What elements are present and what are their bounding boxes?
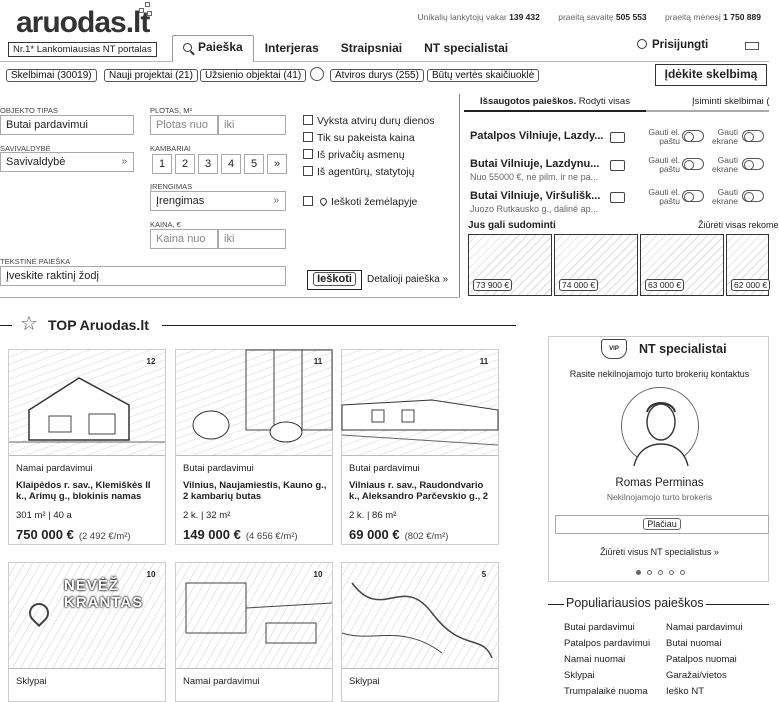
- screen-toggle[interactable]: [742, 158, 764, 170]
- listing-card[interactable]: [175, 562, 333, 702]
- popular-link[interactable]: Sklypai: [564, 670, 595, 681]
- specialist-name[interactable]: Romas Perminas: [615, 477, 704, 489]
- carousel-dot[interactable]: [669, 570, 674, 575]
- top-section-title: ☆ TOP Aruodas.lt: [0, 314, 520, 336]
- star-badge-icon: 12: [146, 357, 156, 366]
- tab-saved-searches[interactable]: Išsaugotos paieškos. Rodyti visas: [480, 96, 630, 107]
- listing-photo: [342, 350, 498, 456]
- municipality-label: SAVIVALDYBĖ: [0, 144, 51, 153]
- room-1[interactable]: 1: [152, 154, 172, 174]
- nav-articles[interactable]: Straipsniai: [340, 41, 403, 55]
- room-4[interactable]: 4: [221, 154, 241, 174]
- site-header: [0, 0, 769, 62]
- all-specialists-link[interactable]: Žiūrėti visus NT specialistus »: [600, 547, 719, 557]
- rooms-label: KAMBARIAI: [150, 144, 191, 153]
- map-pin-icon: [25, 599, 53, 627]
- nav-search[interactable]: Paieška: [172, 35, 254, 62]
- divider: [459, 94, 460, 298]
- room-5[interactable]: 5: [244, 154, 264, 174]
- checkbox-icon: [303, 132, 313, 142]
- photo-overlay-text: NEVĖŽ KRANTAS: [64, 577, 144, 611]
- listing-address: Vilnius, Naujamiestis, Kauno g., 2 kambarių butas: [183, 480, 327, 502]
- listing-card[interactable]: [8, 349, 166, 545]
- view-all-recommendations-link[interactable]: Žiūrėti visas rekome: [698, 220, 779, 230]
- carousel-dot[interactable]: [647, 570, 652, 575]
- checkbox-agencies[interactable]: Iš agentūrų, statytojų: [303, 166, 414, 178]
- cat-new-projects[interactable]: Nauji projektai (21): [104, 69, 198, 82]
- listing-card[interactable]: [341, 562, 499, 702]
- saved-searches-panel: [464, 92, 779, 298]
- logo-text: aruodas.lt: [16, 6, 150, 39]
- cat-foreign[interactable]: Užsienio objektai (41): [200, 69, 306, 82]
- listing-price: 750 000 € (2 492 €/m²): [16, 527, 131, 542]
- camera-icon: [610, 132, 625, 143]
- listing-category: Namai pardavimui: [16, 463, 93, 474]
- equipment-label: ĮRENGIMAS: [150, 182, 193, 191]
- search-form: [0, 92, 458, 298]
- area-to-input[interactable]: iki: [218, 115, 286, 135]
- nt-specialist-title: NT specialistai: [639, 342, 727, 356]
- star-badge-icon: 11: [313, 357, 323, 366]
- chevron-right-icon: »: [273, 195, 279, 206]
- person-illustration: [622, 388, 700, 466]
- door-icon: [310, 67, 324, 81]
- visitor-stats: [401, 12, 761, 22]
- nt-specialist-subtitle: Rasite nekilnojamojo turto brokerių kontaktus: [569, 369, 750, 379]
- room-2[interactable]: 2: [175, 154, 195, 174]
- nt-specialist-widget: [548, 336, 769, 582]
- map-pin-icon: [319, 197, 329, 207]
- star-icon: ☆: [20, 313, 38, 335]
- checkbox-price-changed[interactable]: Tik su pakeista kaina: [303, 132, 415, 144]
- checkbox-private[interactable]: Iš privačių asmenų: [303, 149, 405, 161]
- checkbox-map-search[interactable]: Ieškoti žemėlapyje: [303, 196, 417, 208]
- listing-category: Namai pardavimui: [183, 676, 260, 687]
- recommendations-title: Jus gali sudominti: [468, 220, 556, 231]
- carousel-dot[interactable]: [680, 570, 685, 575]
- recommended-thumb[interactable]: 74 000 €: [554, 234, 638, 296]
- saved-search-row[interactable]: Patalpos Vilniuje, Lazdy... Gauti el. paštu Gauti ekrane: [470, 128, 770, 158]
- popular-link[interactable]: Butai nuomai: [666, 638, 722, 649]
- logo-badge: Nr.1* Lankomiausias NT portalas: [8, 42, 157, 57]
- text-search-input[interactable]: Įveskite raktinį žodį: [0, 266, 286, 286]
- saved-search-row[interactable]: Butai Vilniuje, Viršulišk... Juozo Rutkausko g., daliné ap... Gauti el. paštu Gauti ekrane: [470, 188, 770, 218]
- object-type-label: OBJEKTO TIPAS: [0, 106, 58, 115]
- nav-interior[interactable]: Interjeras: [264, 41, 319, 55]
- municipality-select[interactable]: Savivaldybė »: [0, 152, 134, 172]
- recommended-thumb[interactable]: 63 000 €: [640, 234, 724, 296]
- carousel-dot[interactable]: [636, 570, 641, 575]
- divider: [162, 325, 516, 326]
- checkbox-icon: [303, 115, 313, 125]
- area-label: PLOTAS, M²: [150, 106, 192, 115]
- star-badge-icon: 5: [481, 570, 487, 579]
- recommended-thumb[interactable]: 62 000 €: [726, 234, 769, 296]
- star-badge-icon: 10: [313, 570, 323, 579]
- more-button[interactable]: Plačiau: [555, 515, 769, 534]
- popular-link[interactable]: Garažai/vietos: [666, 670, 727, 681]
- price-label: KAINA, €: [150, 220, 181, 229]
- stat-week: praeitą savaitę 505 553: [558, 12, 647, 22]
- listing-photo: [9, 350, 165, 456]
- carousel-dots: [633, 566, 688, 578]
- nav-specialists[interactable]: NT specialistai: [424, 41, 509, 55]
- checkbox-icon: [303, 149, 313, 159]
- price-from-input[interactable]: Kaina nuo: [150, 229, 218, 249]
- specialist-role: Nekilnojamojo turto brokeris: [606, 492, 713, 502]
- listing-address: Klaipėdos r. sav., Klemiškės II k., Arimų g., blokinis namas: [16, 480, 151, 502]
- stat-month: praeitą mėnesį 1 750 889: [665, 12, 761, 22]
- listing-category: Butai pardavimui: [349, 463, 420, 474]
- listing-card[interactable]: [175, 349, 333, 545]
- text-search-label: TEKSTINĖ PAIEŠKA: [0, 257, 71, 266]
- vip-shield-icon: VIP: [601, 339, 627, 359]
- popular-link[interactable]: Trumpalaikė nuoma: [564, 686, 648, 697]
- listing-spec: 2 k. | 86 m²: [349, 510, 397, 521]
- tab-saved-listings[interactable]: Įsiminti skelbimai (: [692, 96, 770, 107]
- site-logo[interactable]: [6, 4, 158, 58]
- listing-spec: 2 k. | 32 m²: [183, 510, 231, 521]
- tab-active-underline: [464, 110, 646, 112]
- screen-toggle[interactable]: [742, 130, 764, 142]
- add-listing-button[interactable]: Įdėkite skelbimą: [655, 64, 767, 86]
- recommended-thumb[interactable]: 73 900 €: [468, 234, 552, 296]
- popular-link[interactable]: Patalpos pardavimui: [564, 638, 651, 649]
- popular-link[interactable]: Namai pardavimui: [666, 622, 743, 633]
- popular-link[interactable]: Butai pardavimui: [564, 622, 635, 633]
- listing-photo: [176, 563, 332, 669]
- star-badge-icon: 10: [146, 570, 156, 579]
- listing-photo: [9, 563, 165, 669]
- search-icon: [183, 43, 192, 52]
- room-more[interactable]: »: [267, 154, 287, 174]
- advanced-search-link[interactable]: Detalioji paieška »: [367, 274, 449, 285]
- checkbox-icon: [303, 166, 313, 176]
- popular-link[interactable]: Ieško NT: [666, 686, 705, 697]
- avatar[interactable]: [621, 387, 699, 465]
- popular-link[interactable]: Namai nuomai: [564, 654, 626, 665]
- room-3[interactable]: 3: [198, 154, 218, 174]
- camera-icon: [610, 160, 625, 171]
- popular-link[interactable]: Patalpos nuomai: [666, 654, 737, 665]
- listing-photo: [342, 563, 498, 669]
- listing-category: Sklypai: [349, 676, 380, 687]
- listing-price: 149 000 € (4 656 €/m²): [183, 527, 298, 542]
- carousel-dot[interactable]: [658, 570, 663, 575]
- equipment-select[interactable]: Įrengimas »: [150, 191, 286, 211]
- divider: [0, 325, 12, 326]
- object-type-select[interactable]: Butai pardavimui: [0, 115, 134, 135]
- listing-address: Vilniaus r. sav., Raudondvario k., Aleksandro Parčevskio g., 2: [349, 480, 489, 502]
- price-to-input[interactable]: iki: [218, 229, 286, 249]
- saved-search-row[interactable]: Butai Vilniuje, Lazdynu... Nuo 55000 €, nė pilm. ir ne pa... Gauti el. paštu Gauti ekrane: [470, 156, 770, 186]
- listing-spec: 301 m² | 40 a: [16, 510, 72, 521]
- cat-open-doors[interactable]: Atviros durys (255): [330, 69, 424, 82]
- listing-photo: [176, 350, 332, 456]
- stat-yesterday: Unikalių lankytojų vakar 139 432: [417, 12, 540, 22]
- listing-card[interactable]: [341, 349, 499, 545]
- listing-price: 69 000 € (802 €/m²): [349, 527, 449, 542]
- cat-listings[interactable]: Skelbimai (30019): [6, 69, 97, 82]
- checkbox-open-doors[interactable]: Vyksta atvirų durų dienos: [303, 115, 435, 127]
- camera-icon: [610, 192, 625, 203]
- checkbox-icon: [303, 196, 313, 206]
- screen-toggle[interactable]: [742, 190, 764, 202]
- user-icon: [637, 39, 647, 49]
- area-from-input[interactable]: Plotas nuo: [150, 115, 218, 135]
- listing-category: Sklypai: [16, 676, 47, 687]
- chevron-right-icon: »: [121, 156, 127, 167]
- search-button[interactable]: Ieškoti: [307, 270, 362, 290]
- main-nav: [172, 36, 519, 62]
- menu-icon[interactable]: [745, 42, 759, 50]
- listing-category: Butai pardavimui: [183, 463, 254, 474]
- listing-card[interactable]: [8, 562, 166, 702]
- login-link[interactable]: Prisijungti: [637, 39, 708, 51]
- cat-value-calculator[interactable]: Būtų vertės skaičiuoklė: [427, 69, 539, 82]
- category-bar: [0, 64, 769, 86]
- popular-searches-title: Populiariausios paieškos: [548, 596, 769, 612]
- star-badge-icon: 11: [479, 357, 489, 366]
